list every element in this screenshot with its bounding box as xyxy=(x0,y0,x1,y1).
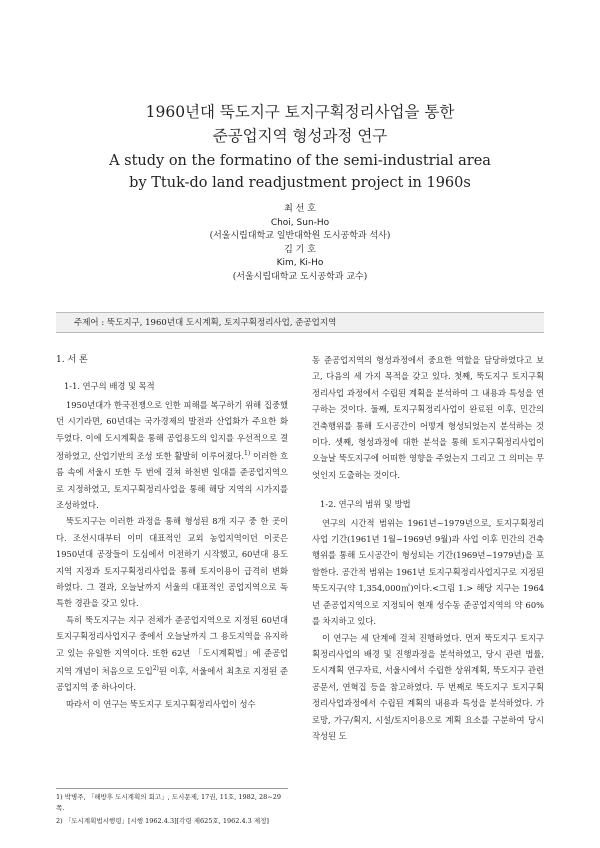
subsection-heading-background: 1-1. 연구의 배경 및 목적 xyxy=(64,381,155,392)
author-1-name-en: Choi, Sun-Ho xyxy=(270,217,330,228)
title-korean xyxy=(0,100,600,148)
title-ko-line2: 준공업지역 형성과정 연구 xyxy=(212,127,388,145)
paragraph: 동 준공업지역의 형성과정에서 중요한 역할을 담당하였다고 보고, 다음의 세 가지 목적을 갖고 있다. 첫째, 뚝도지구 토지구획정리사업 과정에서 수립된 계획을 분석하여 그 내용과 특성을 연구하는 것이다. 둘째, 토지구획정리사업이 완료된 이후, 민간의 건축행위를 통해 도시공간이 어떻게 형성되었는지 분석하는 것이다. 셋째, 형성과정에 대한 분석을 통해 토지구획정리사업이 오늘날 뚝도지구에 어떠한 영향을 주었는지 그리고 그 의미는 무엇인지 도출하는 것이다. xyxy=(312,355,544,480)
keywords-text: 주제어 : 뚝도지구, 1960년대 도시계획, 토지구획정리사업, 준공업지역 xyxy=(74,318,337,328)
left-column xyxy=(56,352,288,712)
title-english xyxy=(0,150,600,194)
footnotes xyxy=(56,788,288,829)
title-en-line2: by Ttuk-do land readjustment project in 1960s xyxy=(129,175,471,191)
author-2-name-ko: 김 기 호 xyxy=(284,244,316,255)
paragraph: 뚝도지구는 이러한 과정을 통해 형성된 8개 지구 중 한 곳이다. 조선시대부터 이미 대표적인 교외 농업지역이던 이곳은 1950년대 공장들이 도심에서 이전하기 시작했고, 60년대 용도지역 지정과 토지구획정리사업을 통해 토지이용이 급격히 변화하였다. 그 결과, 오늘날까지 서울의 대표적인 공업지역으로 독특한 경관을 갖고 있다. xyxy=(56,516,288,609)
right-column xyxy=(312,352,544,744)
section-heading-introduction: 1. 서 론 xyxy=(56,355,88,365)
paragraph-text: 된 이후, 서울에서 최초로 지정된 준공업지역 중 하나이다. xyxy=(56,665,288,693)
subsection-heading-scope: 1-2. 연구의 범위 및 방법 xyxy=(320,499,411,510)
paragraph-text: 이러한 흐름 속에 서울시 또한 두 번에 걸쳐 하천변 일대를 준공업지역으로 지정하였고, 토지구획정리사업을 통해 해당 지역의 시가지를 조성하였다. xyxy=(56,450,288,511)
footnote-ref-1: 1) xyxy=(244,450,251,458)
footnote-1: 1) 박병주, 「해방후 도시계획의 회고」, 도시문제, 17권, 11호, 1982, 28~29쪽. xyxy=(56,793,282,812)
paragraph: 따라서 이 연구는 뚝도지구 토지구획정리사업이 성수 xyxy=(66,698,256,709)
author-block xyxy=(0,203,600,284)
author-1-name-ko: 최 선 호 xyxy=(284,204,316,214)
keywords-box xyxy=(56,312,544,333)
paragraph xyxy=(56,397,288,514)
paragraph: 연구의 시간적 범위는 1961년~1979년으로, 토지구획정리사업 기간(1961년 1월~1969년 9월)과 사업 이후 민간의 건축 행위를 통해 도시공간이 형성되는 기간(1969년~1979년)을 포함한다. 공간적 범위는 1961년 토지구획정리사업지구로 지정된 뚝도지구(약 1,354,000㎡)이다.<그림 1.> 해당 지구는 1964년 준공업지역으로 지정되어 현재 성수동 준공업지역의 약 60%를 차지하고 있다. xyxy=(312,517,544,627)
paragraph xyxy=(56,612,288,696)
title-en-line1: A study on the formatino of the semi-industrial area xyxy=(109,153,491,169)
author-2-name-en: Kim, Ki-Ho xyxy=(276,258,324,268)
title-ko-line1: 1960년대 뚝도지구 토지구획정리사업을 통한 xyxy=(145,103,455,121)
author-1-affiliation: (서울시립대학교 일반대학원 도시공학과 석사) xyxy=(209,231,391,241)
paragraph-text: 1950년대가 한국전쟁으로 인한 피해를 복구하기 위해 집중했던 시기라면, 60년대는 국가경제의 발전과 산업화가 주요한 화두였다. 이에 도시계획을 통해 공업용도의 입지를 우선적으로 결정하였고, 산업기반의 조성 또한 활발히 이루어졌다. xyxy=(56,399,288,461)
footnote-ref-2: 2) xyxy=(152,665,159,673)
paragraph-text: 특히 뚝도지구는 지구 전체가 준공업지역으로 지정된 60년대 토지구획정리사업지구 중에서 오늘날까지 그 용도지역을 유지하고 있는 유일한 지역이다. 또한 62년 「도시계획법」에 준공업지역 개념이 처음으로 도입 xyxy=(56,614,288,676)
author-2-affiliation: (서울시립대학교 도시공학과 교수) xyxy=(232,271,368,282)
footnote-2: 2) 「도시계획법시행령」[시행 1962.4.3][각령 제625호, 1962.4.3 제정] xyxy=(56,817,269,825)
paragraph: 이 연구는 세 단계에 걸쳐 진행하였다. 먼저 뚝도지구 토지구획정리사업의 배경 및 진행과정을 분석하였고, 당시 관련 법률, 도시계획 연구자료, 서울시에서 수립한 상위계획, 뚝도지구 관련 공문서, 연혁집 등을 참고하였다. 두 번째로 뚝도지구 토지구획정리사업과정에서 수립된 계획의 내용과 특성을 분석하였다. 가로망, 가구/획지, 시설/토지이용으로 계획 요소를 구분하여 당시 작성된 도 xyxy=(312,632,544,741)
